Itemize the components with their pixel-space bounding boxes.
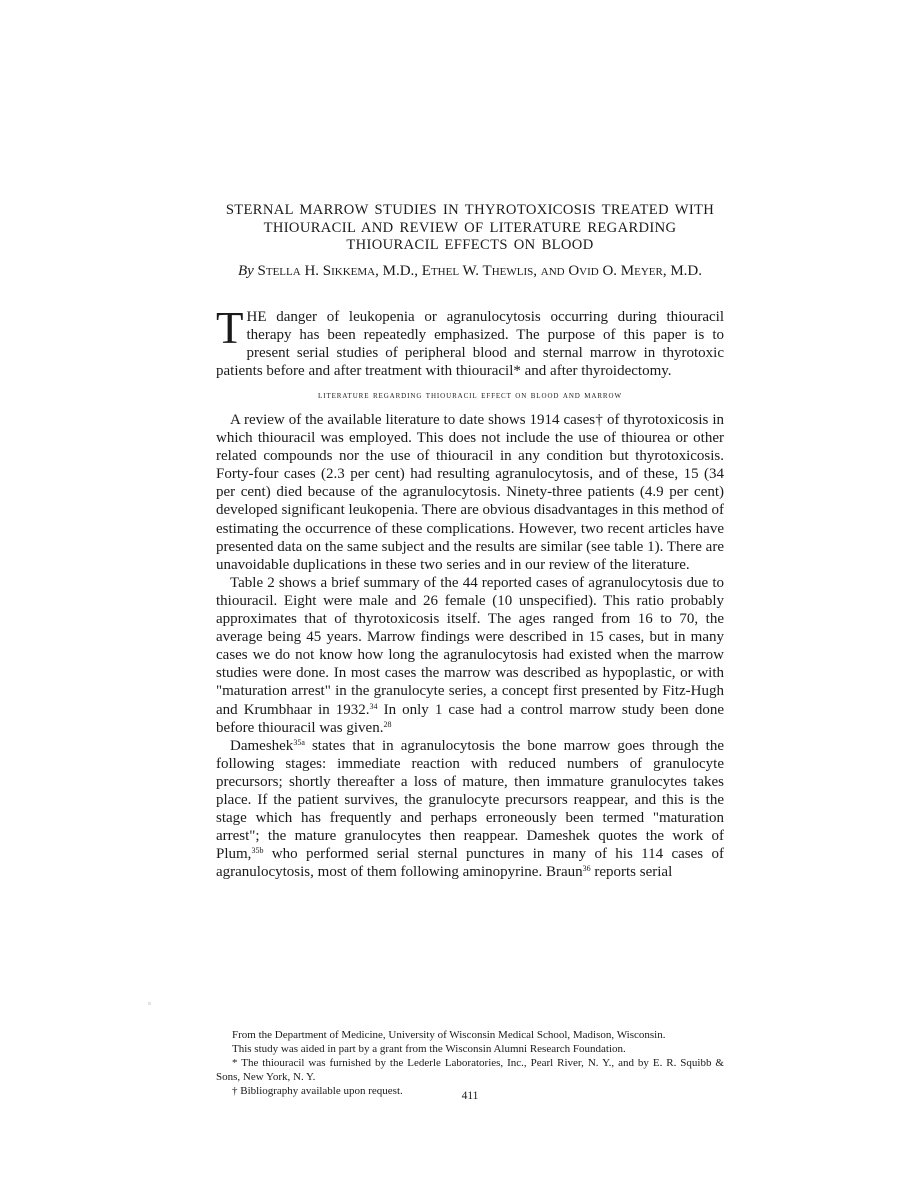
paragraph-literature-review	[216, 411, 724, 574]
title-line: THIOURACIL AND REVIEW OF LITERATURE REGARDING	[263, 219, 677, 236]
footnote-thiouracil-source: * The thiouracil was furnished by the Lederle Laboratories, Inc., Pearl River, N. Y., and by E. R. Squibb & Sons, New York, N. Y.	[216, 1057, 724, 1083]
intro-text: HE danger of leukopenia or agranulocytosis occurring during thiouracil therapy has been repeatedly emphasized. The purpose of this paper is to present serial studies of peripheral blood and sternal marrow in thyrotoxic patients before and after treatment with thiouracil* and after thyroidectomy.	[216, 309, 724, 380]
author-byline	[216, 262, 724, 280]
paragraph-text: In only 1 case had a control marrow study been done before thiouracil was given.	[216, 701, 725, 736]
section-heading: literature regarding thiouracil effect on blood and marrow	[318, 390, 622, 401]
body-text	[216, 411, 724, 881]
footnote-bibliography: † Bibliography available upon request.	[232, 1085, 403, 1097]
paragraph-text: A review of the available literature to date shows 1914 cases† of thyrotoxicosis in which thiouracil was employed. This does not include the use of thiourea or other related compounds nor the use of thiouracil in any condition but thyrotoxicosis. Forty-four cases (2.3 per cent) had resulting agranulocytosis, and of these, 15 (34 per cent) died because of the agranulocytosis. Ninety-three patients (4.9 per cent) developed significant leukopenia. There are obvious disadvantages in this method of estimating the occurrence of these complications. However, two recent articles have presented data on the same subject and the results are similar (see table 1). There are unavoidable duplications in these two series and in our review of the literature.	[216, 412, 724, 573]
drop-cap: T	[216, 303, 244, 353]
paragraph-table-summary	[216, 574, 724, 737]
title-line: THIOURACIL EFFECTS ON BLOOD	[346, 237, 594, 253]
byline-authors: Stella H. Sikkema, M.D., Ethel W. Thewlis, and Ovid O. Meyer, M.D.	[257, 263, 703, 279]
paragraph-text: Dameshek	[230, 737, 294, 754]
reference-superscript: 34	[369, 701, 378, 711]
paragraph-text: Table 2 shows a brief summary of the 44 reported cases of agranulocytosis due to thiouracil. Eight were male and 26 female (10 unspecified). This ratio probably approximates that of thyrotoxicosis itself. The ages ranged from 16 to 70, the average being 45 years. Marrow findings were described in 15 cases, but in many cases we do not know how long the agranulocytosis had existed when the marrow studies were done. In most cases the marrow was described as hypoplastic, or with "maturation arrest" in the granulocyte series, a concept first presented by Fitz-Hugh and Krumbhaar in 1932.	[216, 574, 724, 718]
footnote-funding: This study was aided in part by a grant from the Wisconsin Alumni Research Foundation.	[232, 1043, 626, 1055]
paragraph-text: who performed serial sternal punctures in many of his 114 cases of agranulocytosis, most of them following aminopyrine. Braun	[216, 846, 724, 881]
article-title	[216, 202, 724, 255]
page-number: 411	[461, 1090, 479, 1102]
scan-artifact	[148, 1002, 151, 1005]
intro-paragraph	[216, 303, 724, 380]
paragraph-dameshek	[216, 737, 724, 882]
title-line: STERNAL MARROW STUDIES IN THYROTOXICOSIS TREATED WITH	[225, 202, 715, 218]
byline-by: By	[237, 263, 254, 279]
reference-superscript: 35a	[293, 737, 305, 747]
reference-superscript: 36	[582, 864, 591, 874]
paragraph-text: states that in agranulocytosis the bone marrow goes through the following stages: immediate reaction with reduced numbers of granulocyte precursors; shortly thereafter a loss of mature, then immature granulocytes takes place. If the patient survives, the granulocyte precursors reappear, and this is the stage which has frequently and perhaps erroneously been termed "maturation arrest"; the mature granulocytes then reappear. Dameshek quotes the work of Plum,	[216, 737, 724, 863]
reference-superscript: 28	[383, 719, 392, 729]
footnotes	[216, 1028, 724, 1098]
paragraph-text: reports serial	[590, 864, 673, 881]
reference-superscript: 35b	[251, 846, 264, 856]
footnote-affiliation: From the Department of Medicine, University of Wisconsin Medical School, Madison, Wisconsin.	[232, 1029, 666, 1041]
